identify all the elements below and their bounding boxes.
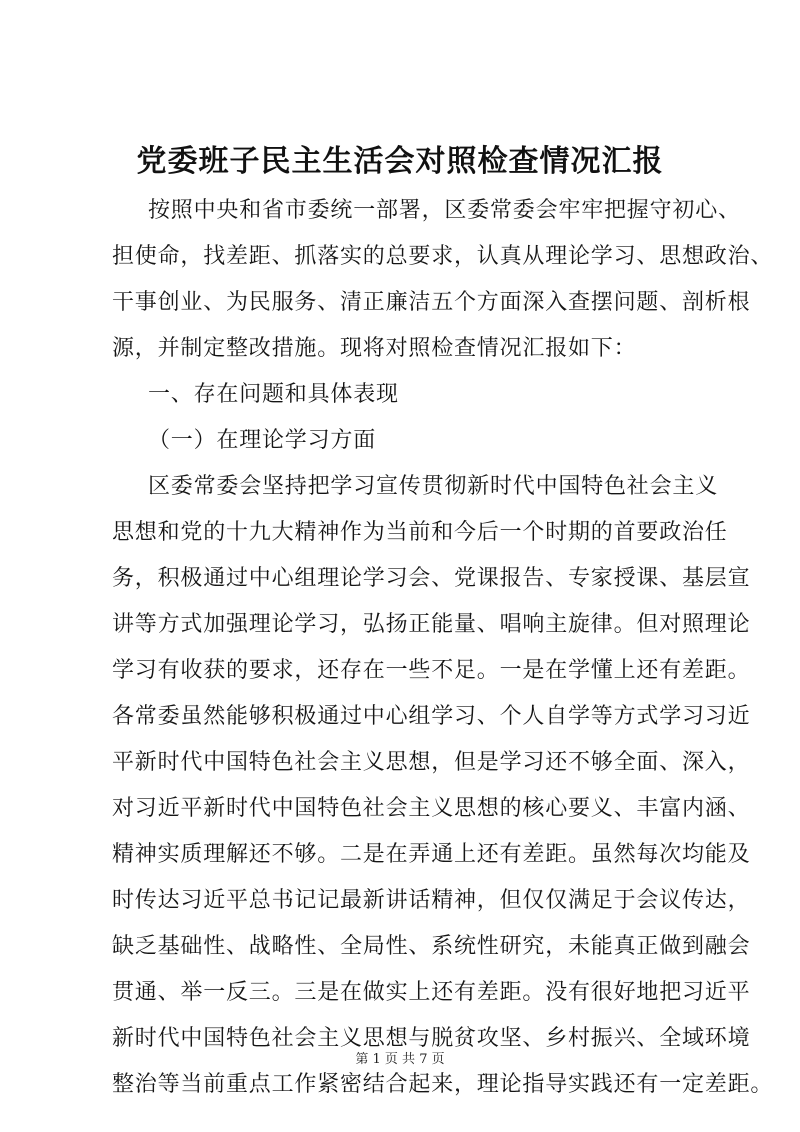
paragraph-line: 精神实质理解还不够。二是在弄通上还有差距。虽然每次均能及 xyxy=(112,842,751,867)
section-heading: 一、存在问题和具体表现 xyxy=(148,382,399,407)
paragraph-line: 平新时代中国特色社会主义思想，但是学习还不够全面、深入， xyxy=(112,750,751,775)
paragraph-line: 贯通、举一反三。三是在做实上还有差距。没有很好地把习近平 xyxy=(112,980,751,1005)
paragraph-line: 学习有收获的要求，还存在一些不足。一是在学懂上还有差距。 xyxy=(112,658,751,683)
paragraph-line: 整治等当前重点工作紧密结合起来，理论指导实践还有一定差距。 xyxy=(112,1072,774,1097)
page-footer: 第 1 页 共 7 页 xyxy=(355,1052,445,1067)
paragraph-line: 务，积极通过中心组理论学习会、党课报告、专家授课、基层宣 xyxy=(112,566,751,591)
paragraph-line: 对习近平新时代中国特色社会主义思想的核心要义、丰富内涵、 xyxy=(112,796,751,821)
subsection-heading: （一）在理论学习方面 xyxy=(148,428,377,453)
paragraph-line: 缺乏基础性、战略性、全局性、系统性研究，未能真正做到融会 xyxy=(112,934,751,959)
paragraph-line: 新时代中国特色社会主义思想与脱贫攻坚、乡村振兴、全域环境 xyxy=(112,1026,751,1051)
paragraph-line: 思想和党的十九大精神作为当前和今后一个时期的首要政治任 xyxy=(112,520,728,545)
paragraph-line: 讲等方式加强理论学习，弘扬正能量、唱响主旋律。但对照理论 xyxy=(112,612,751,637)
paragraph-line: 按照中央和省市委统一部署，区委常委会牢牢把握守初心、 xyxy=(148,198,741,223)
paragraph-line: 区委常委会坚持把学习宣传贯彻新时代中国特色社会主义 xyxy=(148,474,719,499)
paragraph-line: 担使命，找差距、抓落实的总要求，认真从理论学习、思想政治、 xyxy=(112,244,774,269)
paragraph-line: 时传达习近平总书记记最新讲话精神，但仅仅满足于会议传达， xyxy=(112,888,751,913)
paragraph-line: 干事创业、为民服务、清正廉洁五个方面深入查摆问题、剖析根 xyxy=(112,290,751,315)
document-title: 党委班子民主生活会对照检查情况汇报 xyxy=(136,144,664,179)
paragraph-line: 源，并制定整改措施。现将对照检查情况汇报如下： xyxy=(112,336,637,361)
paragraph-line: 各常委虽然能够积极通过中心组学习、个人自学等方式学习习近 xyxy=(112,704,751,729)
document-body xyxy=(112,188,774,1108)
